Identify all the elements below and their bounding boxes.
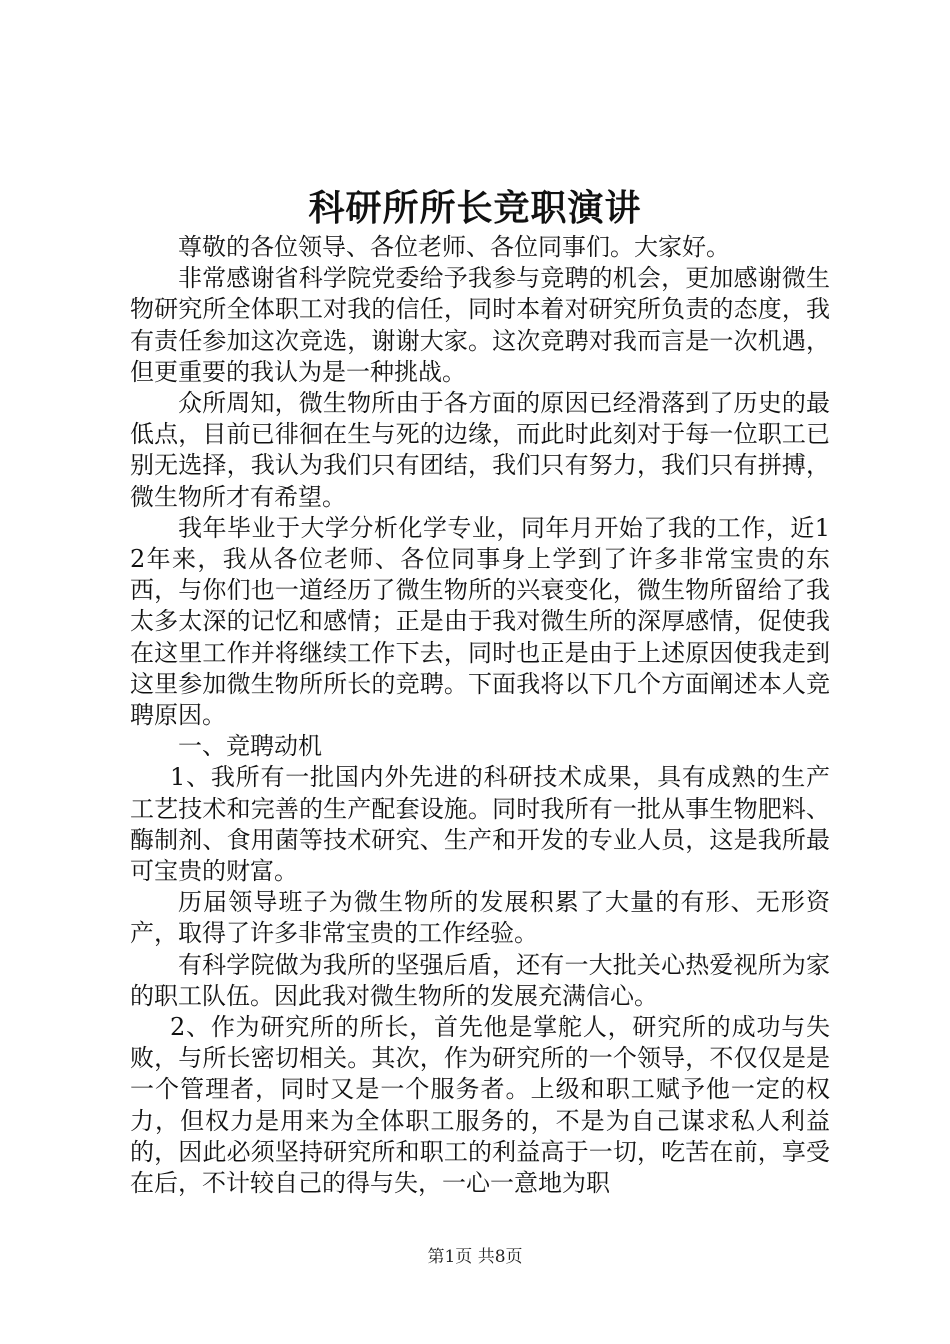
- paragraph-situation: 众所周知，微生物所由于各方面的原因已经滑落到了历史的最低点，目前已徘徊在生与死的边缘，而此时此刻对于每一位职工已别无选择，我认为我们只有团结，我们只有努力，我们只有拼搏，微生物所才有希望。: [130, 389, 830, 511]
- paragraph-point-1: 1、我所有一批国内外先进的科研技术成果，具有成熟的生产工艺技术和完善的生产配套设施。同时我所有一批从事生物肥料、酶制剂、食用菌等技术研究、生产和开发的专业人员，这是我所最可宝贵的财富。: [130, 763, 830, 886]
- paragraph-leadership-assets: 历届领导班子为微生物所的发展积累了大量的有形、无形资产，取得了许多非常宝贵的工作经验。: [130, 888, 830, 948]
- paragraph-background: 我年毕业于大学分析化学专业，同年月开始了我的工作，近12年来，我从各位老师、各位同事身上学到了许多非常宝贵的东西，与你们也一道经历了微生物所的兴衰变化，微生物所留给了我太多太深的记忆和感情；正是由于我对微生所的深厚感情，促使我在这里工作并将继续工作下去，同时也正是由于上述原因使我走到这里参加微生物所所长的竞聘。下面我将以下几个方面阐述本人竞聘原因。: [130, 513, 830, 730]
- paragraph-thanks: 非常感谢省科学院党委给予我参与竞聘的机会，更加感谢微生物研究所全体职工对我的信任，同时本着对研究所负责的态度，我有责任参加这次竞选，谢谢大家。这次竞聘对我而言是一次机遇，但更重要的我认为是一种挑战。: [130, 264, 830, 386]
- paragraph-greeting: 尊敬的各位领导、各位老师、各位同事们。大家好。: [178, 233, 730, 261]
- paragraph-academy-support: 有科学院做为我所的坚强后盾，还有一大批关心热爱视所为家的职工队伍。因此我对微生物所的发展充满信心。: [130, 950, 830, 1010]
- document-body: [130, 232, 830, 1199]
- section-heading-motivation: 一、竞聘动机: [178, 732, 322, 761]
- document-title: 科研所所长竞职演讲: [308, 187, 642, 229]
- paragraph-point-2: 2、作为研究所的所长，首先他是掌舵人，研究所的成功与失败，与所长密切相关。其次，作为研究所的一个领导，不仅仅是是一个管理者，同时又是一个服务者。上级和职工赋予他一定的权力，但权力是用来为全体职工服务的，不是为自己谋求私人利益的，因此必须坚持研究所和职工的利益高于一切，吃苦在前，享受在后，不计较自己的得与失，一心一意地为职: [130, 1013, 830, 1198]
- page-footer: 第1页 共8页: [427, 1247, 523, 1267]
